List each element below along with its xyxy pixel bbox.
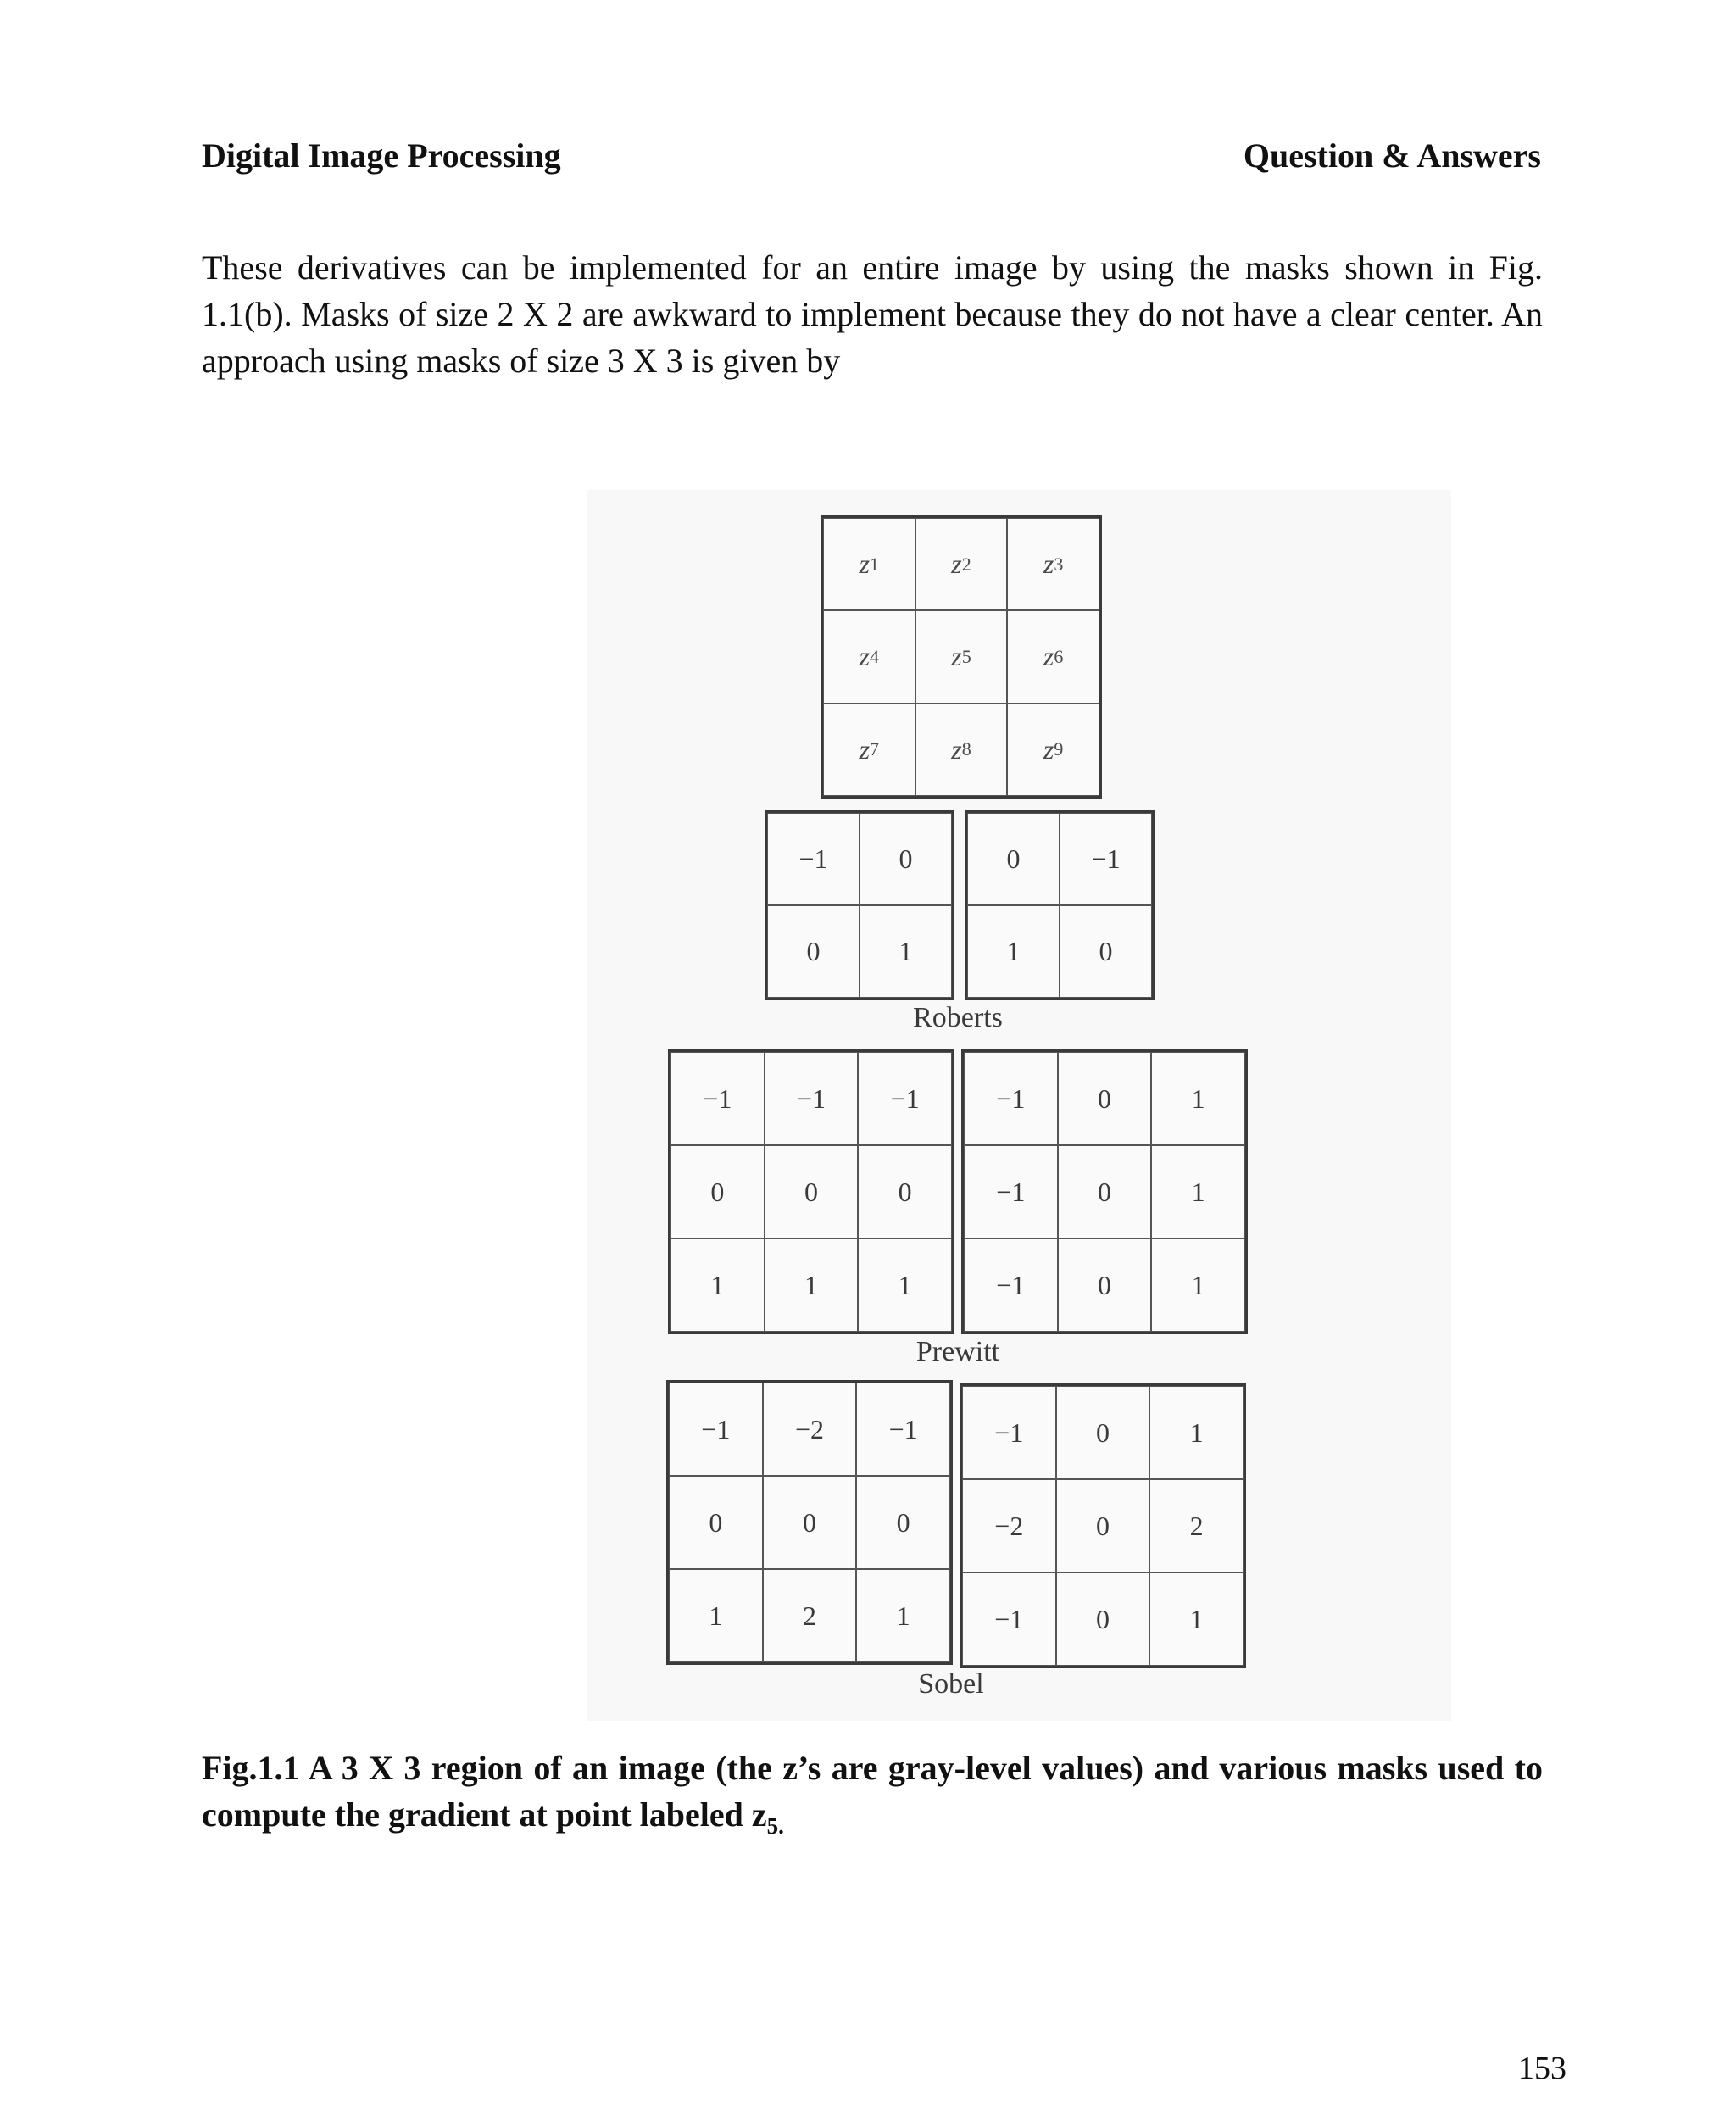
region-cell: [915, 610, 1008, 703]
sobel-right-cell: 0: [1056, 1386, 1150, 1479]
prewitt-left-cell: −1: [670, 1052, 765, 1145]
body-paragraph: These derivatives can be implemented for an entire image by using the masks shown in Fig. 1.1(b). Masks of size 2 X 2 are awkward to implement because they do not have a clear center. An approach using masks of size 3 X 3 is given by: [202, 248, 1543, 380]
sobel-right-cell: −1: [962, 1386, 1056, 1479]
roberts-right-cell: 1: [967, 905, 1060, 998]
region-cell: [915, 518, 1008, 610]
roberts-mask-right: [965, 810, 1155, 1000]
region-cell-var: z: [951, 733, 962, 765]
running-header-section: Question & Answers: [1243, 136, 1541, 175]
region-cell-subscript: 9: [1054, 738, 1064, 760]
region-cell-var: z: [859, 548, 871, 580]
sobel-mask-right: [960, 1383, 1246, 1668]
region-cell: [1007, 610, 1099, 703]
prewitt-right-cell: 1: [1151, 1052, 1245, 1145]
region-cell-subscript: 1: [870, 553, 880, 575]
roberts-left-cell: 1: [860, 905, 952, 998]
prewitt-left-cell: 0: [858, 1145, 952, 1238]
region-cell-var: z: [951, 548, 962, 580]
sobel-right-cell: 1: [1149, 1386, 1244, 1479]
roberts-left-cell: 0: [860, 813, 952, 905]
sobel-right-cell: 1: [1149, 1572, 1244, 1666]
sobel-label: Sobel: [918, 1668, 984, 1700]
sobel-left-cell: −1: [669, 1383, 763, 1476]
prewitt-right-cell: 1: [1151, 1238, 1245, 1332]
region-cell-var: z: [1043, 733, 1054, 765]
prewitt-label: Prewitt: [915, 1336, 1000, 1367]
region-cell-var: z: [1043, 548, 1054, 580]
region-cell-subscript: 6: [1054, 645, 1064, 667]
region-cell: [1007, 518, 1099, 610]
prewitt-right-cell: 0: [1058, 1052, 1152, 1145]
prewitt-right-cell: 0: [1058, 1238, 1152, 1332]
region-cell-subscript: 7: [870, 738, 880, 760]
region-cell-subscript: 2: [961, 553, 971, 575]
image-region-grid: [821, 515, 1102, 799]
region-cell: [823, 518, 915, 610]
prewitt-right-cell: −1: [964, 1145, 1058, 1238]
region-cell-subscript: 3: [1054, 553, 1064, 575]
sobel-left-cell: −2: [763, 1383, 857, 1476]
figure-caption: [202, 1745, 1543, 1838]
prewitt-right-cell: −1: [964, 1238, 1058, 1332]
caption-subscript: 5.: [766, 1813, 784, 1839]
sobel-left-cell: 0: [669, 1476, 763, 1569]
roberts-left-cell: −1: [767, 813, 860, 905]
sobel-right-cell: −1: [962, 1572, 1056, 1666]
sobel-right-cell: 0: [1056, 1479, 1150, 1572]
region-cell-subscript: 4: [870, 645, 880, 667]
roberts-label: Roberts: [913, 1002, 1003, 1033]
region-cell: [915, 704, 1008, 796]
sobel-right-cell: 2: [1149, 1479, 1244, 1572]
sobel-right-cell: 0: [1056, 1572, 1150, 1666]
page-number: 153: [1518, 2051, 1566, 2086]
prewitt-left-cell: 1: [670, 1238, 765, 1332]
region-cell-subscript: 5: [961, 645, 971, 667]
sobel-left-cell: 1: [856, 1569, 950, 1662]
caption-text: Fig.1.1 A 3 X 3 region of an image (the z’s are gray-level values) and various masks used to compute the gradient at point labeled z: [202, 1749, 1543, 1834]
sobel-left-cell: 0: [763, 1476, 857, 1569]
region-cell: [823, 610, 915, 703]
sobel-left-cell: 2: [763, 1569, 857, 1662]
prewitt-left-cell: 0: [765, 1145, 859, 1238]
roberts-right-cell: 0: [967, 813, 1060, 905]
sobel-left-cell: 0: [856, 1476, 950, 1569]
region-cell-subscript: 8: [961, 738, 971, 760]
region-cell-var: z: [951, 641, 962, 672]
region-cell: [1007, 704, 1099, 796]
running-header-title: Digital Image Processing: [202, 136, 561, 175]
sobel-left-cell: 1: [669, 1569, 763, 1662]
sobel-left-cell: −1: [856, 1383, 950, 1476]
prewitt-left-cell: −1: [858, 1052, 952, 1145]
prewitt-left-cell: 0: [670, 1145, 765, 1238]
region-cell-var: z: [1043, 641, 1054, 672]
sobel-mask-left: [666, 1380, 953, 1665]
prewitt-right-cell: 1: [1151, 1145, 1245, 1238]
region-cell-var: z: [859, 641, 871, 672]
prewitt-left-cell: 1: [858, 1238, 952, 1332]
region-cell-var: z: [859, 733, 871, 765]
prewitt-mask-left: [668, 1049, 954, 1334]
roberts-left-cell: 0: [767, 905, 860, 998]
prewitt-left-cell: 1: [765, 1238, 859, 1332]
prewitt-mask-right: [961, 1049, 1248, 1334]
roberts-right-cell: −1: [1060, 813, 1152, 905]
region-cell: [823, 704, 915, 796]
roberts-mask-left: [765, 810, 954, 1000]
roberts-right-cell: 0: [1060, 905, 1152, 998]
prewitt-right-cell: −1: [964, 1052, 1058, 1145]
prewitt-left-cell: −1: [765, 1052, 859, 1145]
prewitt-right-cell: 0: [1058, 1145, 1152, 1238]
sobel-right-cell: −2: [962, 1479, 1056, 1572]
